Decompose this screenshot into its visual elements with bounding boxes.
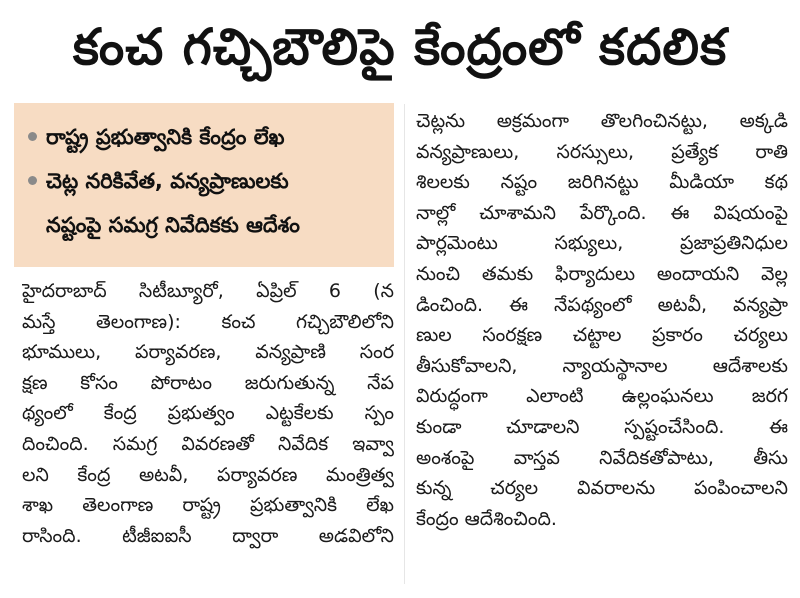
article-line: విరుద్ధంగా ఎలాంటి ఉల్లంఘనలు జరగ xyxy=(416,385,788,408)
article-line: థ్యంలో కేంద్ర ప్రభుత్వం ఎట్టకేలకు స్పం xyxy=(22,402,394,425)
article-line: కున్న చర్యల వివరాలను పంపించాలని xyxy=(416,477,788,500)
highlight-text-2a: చెట్ల నరికివేత, వన్యప్రాణులకు xyxy=(46,169,289,193)
article-line: క్షణ కోసం పోరాటం జరుగుతున్న నేప xyxy=(22,371,394,394)
article-line: లని కేంద్ర అటవీ, పర్యావరణ మంత్రిత్వ xyxy=(22,463,394,486)
highlight-text-1: రాష్ట్ర ప్రభుత్వానికి కేంద్రం లేఖ xyxy=(46,125,285,149)
article-line: చెట్లను అక్రమంగా తొలగించినట్టు, అక్కడి xyxy=(416,110,788,132)
article-line: వన్యప్రాణులు, సరస్సులు, ప్రత్యేక రాతి xyxy=(416,140,788,163)
article-line: భూములు, పర్యావరణ, వన్యప్రాణి సంర xyxy=(22,341,394,364)
highlight-item-2 xyxy=(28,159,384,203)
article-line: రాసింది. టీజీఐఐసీ ద్వారా అడవిలోని xyxy=(22,524,394,547)
article-line: శాఖ తెలంగాణ రాష్ట్ర ప్రభుత్వానికి లేఖ xyxy=(22,494,394,517)
article-line: తీసుకోవాలని, న్యాయస్థానాల ఆదేశాలకు xyxy=(416,354,788,377)
column-divider xyxy=(404,104,405,584)
bullet-icon xyxy=(28,176,37,185)
highlight-text-2b: నష్టంపై సమగ్ర నివేదికకు ఆదేశం xyxy=(46,213,300,237)
highlight-item-2-continued xyxy=(28,203,384,247)
article-line: దించింది. సమగ్ర వివరణతో నివేదిక ఇవ్వా xyxy=(22,432,394,455)
highlights-box xyxy=(14,103,394,267)
headline: కంచ గచ్చిబౌలిపై కేంద్రంలో కదలిక xyxy=(72,18,728,76)
article-line: పార్లమెంటు సభ్యులు, ప్రజాప్రతినిధుల xyxy=(416,232,788,255)
article-line: శిలలకు నష్టం జరిగినట్టు మీడియా కథ xyxy=(416,171,788,194)
article-line: నుంచి తమకు ఫిర్యాదులు అందాయని వెల్ల xyxy=(416,262,788,285)
article-line: ణుల సంరక్షణ చట్టాల ప్రకారం చర్యలు xyxy=(416,324,788,347)
bullet-icon xyxy=(28,132,37,141)
article-column-left xyxy=(22,276,394,551)
article-line: హైదరాబాద్ సిటీబ్యూరో, ఏప్రిల్ 6 (న xyxy=(22,280,394,302)
article-column-right xyxy=(416,106,788,534)
highlight-item-1 xyxy=(28,115,384,159)
article-line: కేంద్రం ఆదేశించింది. xyxy=(416,507,557,530)
article-line: డించింది. ఈ నేపథ్యంలో అటవీ, వన్యప్రా xyxy=(416,293,788,316)
article-line: కుండా చూడాలని స్పష్టంచేసింది. ఈ xyxy=(416,415,788,438)
article-line: అంశంపై వాస్తవ నివేదికతోపాటు, తీసు xyxy=(416,446,788,469)
article-line: నాల్లో చూశామని పేర్కొంది. ఈ విషయంపై xyxy=(416,201,788,224)
article-line: మస్తే తెలంగాణ): కంచ గచ్చిబౌలిలోని xyxy=(22,310,394,333)
